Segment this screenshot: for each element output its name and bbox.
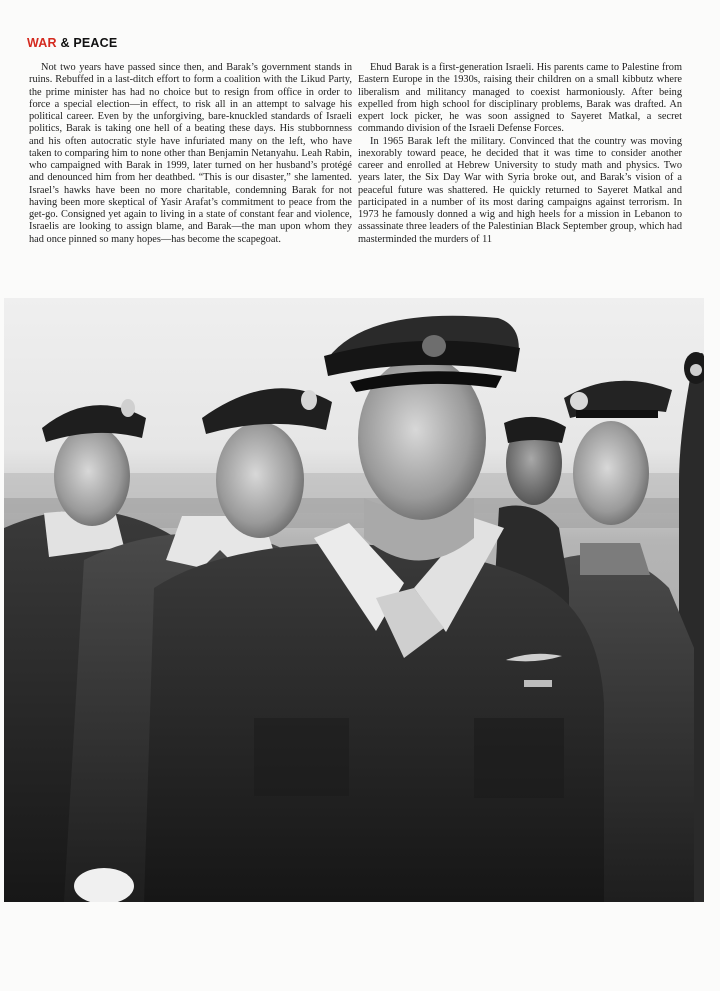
paragraph: In 1965 Barak left the military. Convinced that the country was moving inexorably toward peace, he decided that it was time to consider another career and enrolled at Hebrew University to study math and physics. Two years later, the Six Day War with Syria broke out, and Barak’s vision of a peaceful future was shattered. He quickly returned to Sayeret Matkal and participated in a number of its most daring campaigns against terrorism. In 1973 he famously donned a wig and high heels for a mission in Lebanon to assassinate three leaders of the Palestinian Black September group, which had masterminded the murders of 11: [358, 135, 682, 245]
paragraph: Not two years have passed since then, and Barak’s government stands in ruins. Rebuffed in a last-ditch effort to form a coalition with the Likud Party, the prime minister has had no choice but to resign from office in order to force a special election—in effect, to risk all in an attempt to salvage his political career. Even by the unforgiving, bare-knuckled standards of Israeli politics, Barak is taking one hell of a beating these days. His stubbornness and his often autocratic style have infuriated many on the left, who have taken to comparing him to none other than Benjamin Netanyahu. Leah Rabin, who campaigned with Barak in 1999, later turned on her husband’s protégé and denounced him from her deathbed. “This is our disaster,” she lamented. Israel’s hawks have been no more charitable, condemning Barak for not having been more skeptical of Yasir Arafat’s commitment to peace from the get-go. Consigned yet again to living in a state of constant fear and violence, Israelis are looking to assign blame, and Barak—the man upon whom they had once pinned so many hopes—has become the scapegoat.: [29, 62, 352, 245]
photo-illustration-icon: [4, 298, 704, 902]
paragraph: Ehud Barak is a first-generation Israeli. His parents came to Palestine from Eastern Europe in the 1930s, raising their children on a small kibbutz where liberalism and militancy managed to coexist harmoniously. After being expelled from high school for disciplinary problems, Barak was drafted. An expert lock picker, he was soon assigned to Sayeret Matkal, a secret commando division of the Israeli Defense Forces.: [358, 62, 682, 135]
article-column-left: [29, 62, 352, 246]
section-label-peace: & PEACE: [60, 36, 118, 50]
article-column-right: [358, 62, 682, 246]
officers-photo: [4, 298, 704, 902]
section-header: [27, 36, 117, 50]
section-label-war: WAR: [27, 36, 57, 50]
